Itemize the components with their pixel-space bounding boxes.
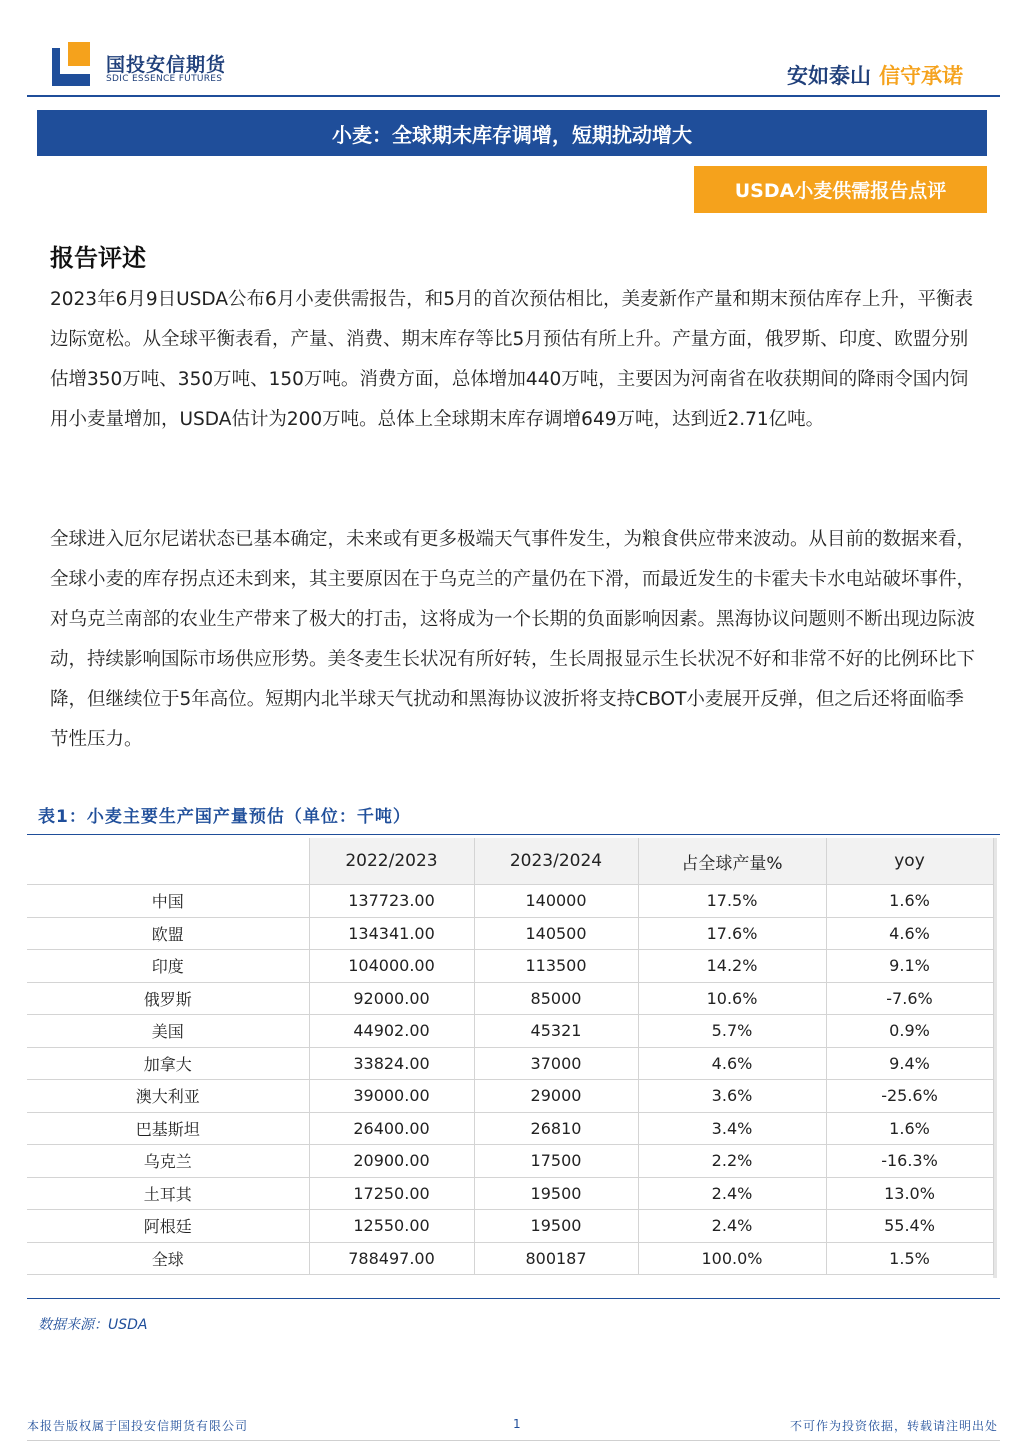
value-cell: 2.4% <box>638 1210 826 1243</box>
value-cell: 9.1% <box>826 950 993 983</box>
country-cell: 土耳其 <box>27 1177 309 1210</box>
value-cell: -7.6% <box>826 982 993 1015</box>
value-cell: 104000.00 <box>309 950 474 983</box>
value-cell: 800187 <box>474 1242 638 1275</box>
value-cell: 85000 <box>474 982 638 1015</box>
value-cell: 2.4% <box>638 1177 826 1210</box>
value-cell: 19500 <box>474 1210 638 1243</box>
value-cell: 3.6% <box>638 1080 826 1113</box>
value-cell: 20900.00 <box>309 1145 474 1178</box>
value-cell: 26400.00 <box>309 1112 474 1145</box>
paragraph-1: 2023年6月9日USDA公布6月小麦供需报告，和5月的首次预估相比，美麦新作产量和期末预估库存上升，平衡表边际宽松。从全球平衡表看，产量、消费、期末库存等比5月预估有所上升。产量方面，俄罗斯、印度、欧盟分别估增350万吨、350万吨、150万吨。消费方面，总体增加440万吨，主要因为河南省在收获期间的降雨令国内饲用小麦量增加，USDA估计为200万吨。总体上全球期末库存调增649万吨，达到近2.71亿吨。 <box>50 289 974 430</box>
table-row <box>27 1210 993 1243</box>
value-cell: 92000.00 <box>309 982 474 1015</box>
footer-divider <box>27 1440 1000 1441</box>
country-cell: 中国 <box>27 885 309 918</box>
value-cell: 39000.00 <box>309 1080 474 1113</box>
report-type-tag <box>694 166 987 213</box>
table-row <box>27 1047 993 1080</box>
value-cell: 29000 <box>474 1080 638 1113</box>
value-cell: 4.6% <box>826 917 993 950</box>
country-cell: 乌克兰 <box>27 1145 309 1178</box>
table-row <box>27 885 993 918</box>
report-title: 小麦：全球期末库存调增，短期扰动增大 <box>332 122 692 147</box>
value-cell: 5.7% <box>638 1015 826 1048</box>
table-title: 表1：小麦主要生产国产量预估（单位：千吨） <box>38 807 411 827</box>
paragraph-2: 全球进入厄尔尼诺状态已基本确定，未来或有更多极端天气事件发生，为粮食供应带来波动。从目前的数据来看，全球小麦的库存拐点还未到来，其主要原因在于乌克兰的产量仍在下滑，而最近发生的卡霍夫卡水电站破坏事件，对乌克兰南部的农业生产带来了极大的打击，这将成为一个长期的负面影响因素。黑海协议问题则不断出现边际波动，持续影响国际市场供应形势。美冬麦生长状况有所好转，生长周报显示生长状况不好和非常不好的比例环比下降，但继续位于5年高位。短期内北半球天气扰动和黑海协议波折将支持CBOT小麦展开反弹，但之后还将面临季节性压力。 <box>50 529 976 750</box>
country-cell: 澳大利亚 <box>27 1080 309 1113</box>
value-cell: 1.6% <box>826 885 993 918</box>
footer-copyright: 本报告版权属于国投安信期货有限公司 <box>27 1419 249 1433</box>
value-cell: 134341.00 <box>309 917 474 950</box>
slogan <box>787 60 963 90</box>
value-cell: 12550.00 <box>309 1210 474 1243</box>
value-cell: 1.5% <box>826 1242 993 1275</box>
country-cell: 全球 <box>27 1242 309 1275</box>
value-cell: 17.5% <box>638 885 826 918</box>
country-cell: 美国 <box>27 1015 309 1048</box>
table-header-row <box>27 838 993 885</box>
value-cell: 137723.00 <box>309 885 474 918</box>
value-cell: 26810 <box>474 1112 638 1145</box>
report-type-label: USDA小麦供需报告点评 <box>734 180 947 202</box>
country-cell: 加拿大 <box>27 1047 309 1080</box>
value-cell: 9.4% <box>826 1047 993 1080</box>
value-cell: 37000 <box>474 1047 638 1080</box>
column-header: 2023/2024 <box>474 838 638 885</box>
value-cell: 19500 <box>474 1177 638 1210</box>
value-cell: 788497.00 <box>309 1242 474 1275</box>
value-cell: 17.6% <box>638 917 826 950</box>
country-cell: 印度 <box>27 950 309 983</box>
country-cell: 欧盟 <box>27 917 309 950</box>
value-cell: 1.6% <box>826 1112 993 1145</box>
value-cell: 55.4% <box>826 1210 993 1243</box>
table-row <box>27 982 993 1015</box>
column-header: 2022/2023 <box>309 838 474 885</box>
value-cell: 140500 <box>474 917 638 950</box>
report-title-banner <box>37 110 987 156</box>
table-row <box>27 1242 993 1275</box>
value-cell: 0.9% <box>826 1015 993 1048</box>
value-cell: 2.2% <box>638 1145 826 1178</box>
value-cell: 100.0% <box>638 1242 826 1275</box>
value-cell: 13.0% <box>826 1177 993 1210</box>
header-divider <box>27 95 1000 97</box>
column-header: 占全球产量% <box>638 838 826 885</box>
value-cell: -25.6% <box>826 1080 993 1113</box>
value-cell: 14.2% <box>638 950 826 983</box>
section-title: 报告评述 <box>50 244 146 272</box>
value-cell: -16.3% <box>826 1145 993 1178</box>
value-cell: 4.6% <box>638 1047 826 1080</box>
table-row <box>27 917 993 950</box>
production-table <box>27 838 994 1275</box>
value-cell: 17500 <box>474 1145 638 1178</box>
country-cell: 巴基斯坦 <box>27 1112 309 1145</box>
value-cell: 3.4% <box>638 1112 826 1145</box>
column-header: yoy <box>826 838 993 885</box>
page-number: 1 <box>513 1417 521 1431</box>
value-cell: 45321 <box>474 1015 638 1048</box>
country-cell: 阿根廷 <box>27 1210 309 1243</box>
brand-name-en: SDIC ESSENCE FUTURES <box>106 74 223 84</box>
value-cell: 140000 <box>474 885 638 918</box>
footer-disclaimer: 不可作为投资依据，转载请注明出处 <box>789 1419 998 1433</box>
table-row <box>27 1080 993 1113</box>
value-cell: 10.6% <box>638 982 826 1015</box>
column-header <box>27 838 309 885</box>
slogan-part2: 信守承诺 <box>879 64 963 88</box>
table-row <box>27 1015 993 1048</box>
table-row <box>27 1145 993 1178</box>
table-row <box>27 1177 993 1210</box>
value-cell: 33824.00 <box>309 1047 474 1080</box>
table-row <box>27 1112 993 1145</box>
table-bottom-divider <box>27 1298 1000 1299</box>
brand-name-cn: 国投安信期货 <box>106 54 227 76</box>
slogan-part1: 安如泰山 <box>787 64 871 88</box>
value-cell: 44902.00 <box>309 1015 474 1048</box>
table-title-divider <box>27 834 1000 835</box>
company-logo <box>52 42 98 86</box>
country-cell: 俄罗斯 <box>27 982 309 1015</box>
value-cell: 17250.00 <box>309 1177 474 1210</box>
table-row <box>27 950 993 983</box>
value-cell: 113500 <box>474 950 638 983</box>
table-shadow <box>993 838 997 1278</box>
data-source: 数据来源：USDA <box>38 1317 148 1333</box>
